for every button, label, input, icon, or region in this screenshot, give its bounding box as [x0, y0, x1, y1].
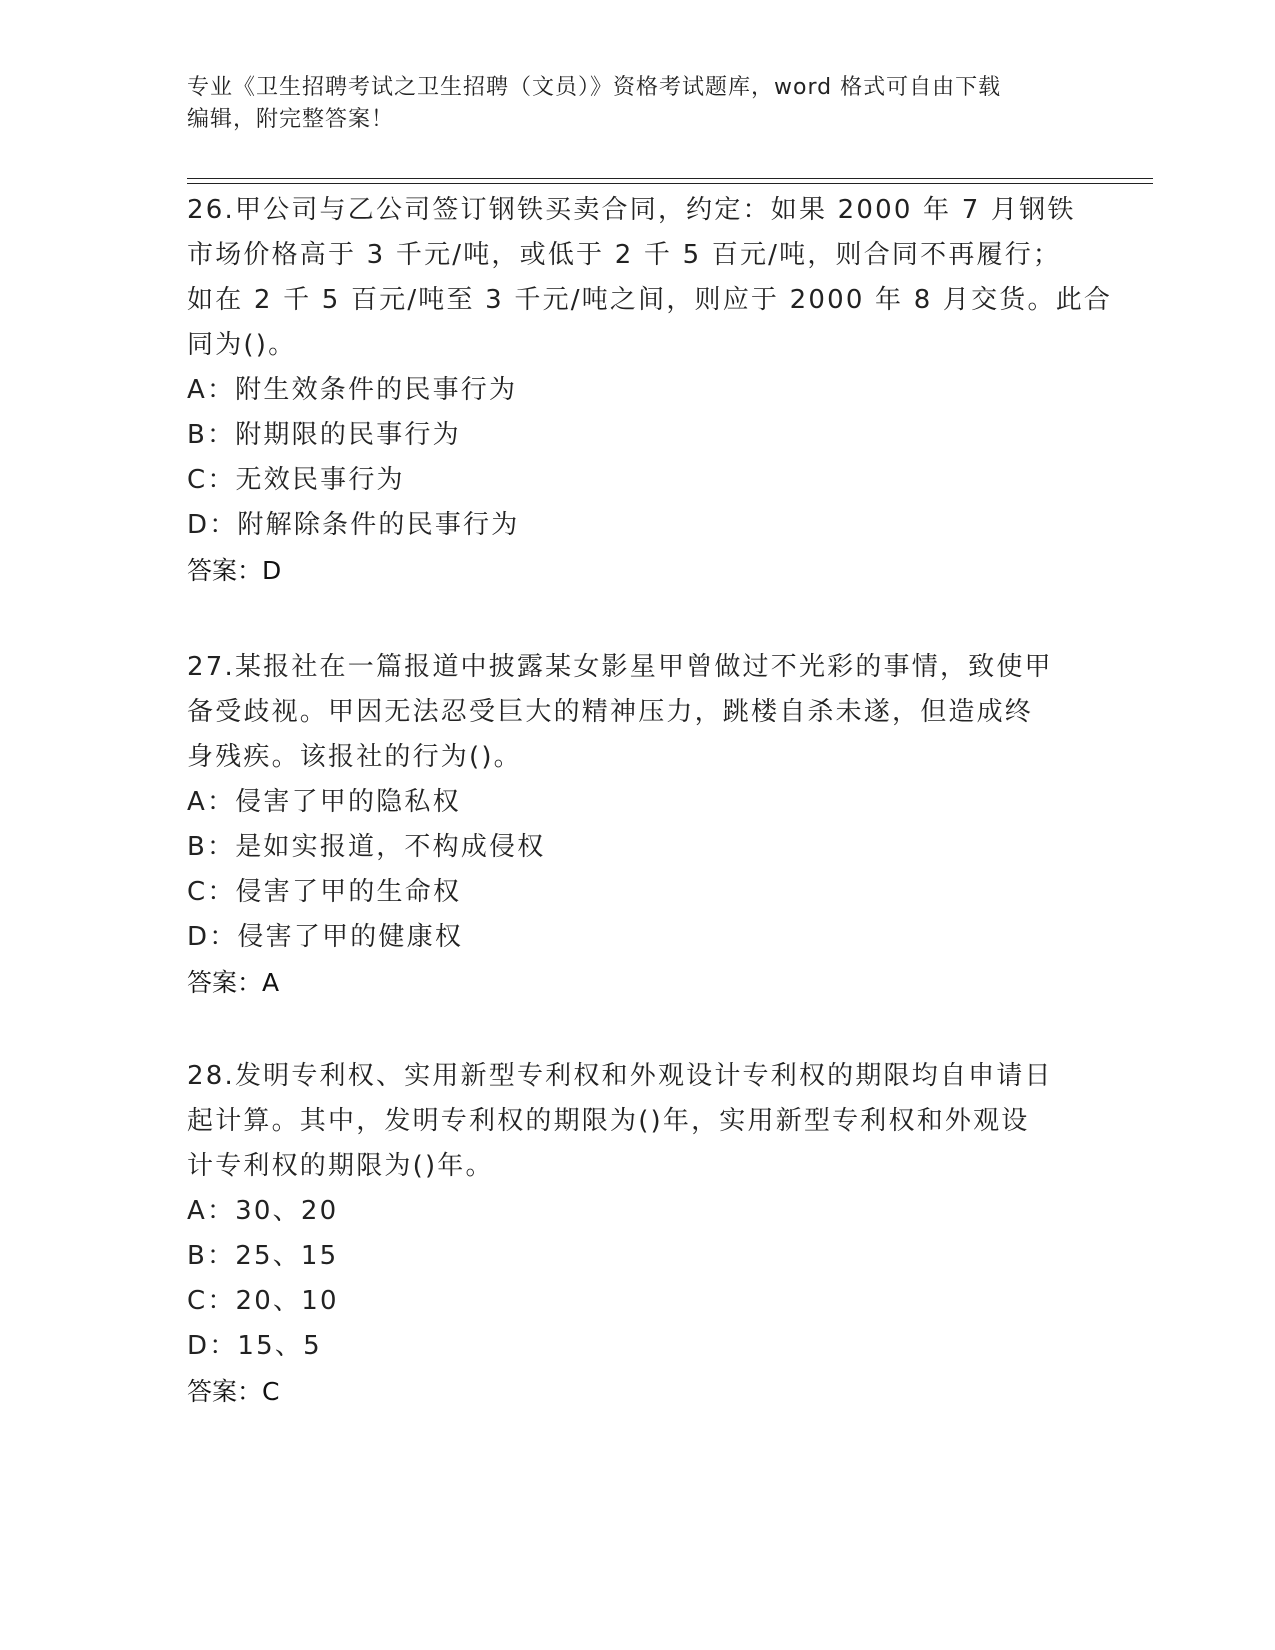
option-d: D：附解除条件的民事行为 [187, 510, 520, 540]
option-a: A：附生效条件的民事行为 [187, 375, 518, 405]
header-divider-bottom [187, 183, 1153, 184]
question-28 [187, 1054, 1067, 1414]
option-d: D：侵害了甲的健康权 [187, 922, 464, 952]
question-stem-line: 26.甲公司与乙公司签订钢铁买卖合同，约定：如果 2000 年 7 月钢铁 [187, 195, 1076, 225]
question-26 [187, 188, 1113, 593]
answer-label: 答案：C [187, 1377, 280, 1406]
option-c: C：侵害了甲的生命权 [187, 877, 462, 907]
header-line: 专业《卫生招聘考试之卫生招聘（文员）》资格考试题库，word 格式可自由下载 [187, 75, 1002, 100]
option-a: A：侵害了甲的隐私权 [187, 787, 461, 817]
question-stem-line: 28.发明专利权、实用新型专利权和外观设计专利权的期限均自申请日 [187, 1061, 1053, 1091]
question-stem-line: 市场价格高于 3 千元/吨，或低于 2 千 5 百元/吨，则合同不再履行； [187, 240, 1062, 270]
question-stem-line: 如在 2 千 5 百元/吨至 3 千元/吨之间，则应于 2000 年 8 月交货。此合 [187, 285, 1113, 315]
answer-label: 答案：A [187, 968, 280, 997]
question-stem-line: 起计算。其中，发明专利权的期限为()年，实用新型专利权和外观设 [187, 1106, 1030, 1136]
question-stem-line: 27.某报社在一篇报道中披露某女影星甲曾做过不光彩的事情，致使甲 [187, 652, 1053, 682]
document-header [187, 72, 1067, 136]
option-c: C：无效民事行为 [187, 465, 405, 495]
header-divider-top [187, 178, 1153, 179]
question-stem-line: 计专利权的期限为()年。 [187, 1151, 494, 1181]
option-b: B：是如实报道，不构成侵权 [187, 832, 546, 862]
answer-label: 答案：D [187, 556, 282, 585]
option-b: B：25、15 [187, 1241, 339, 1271]
question-stem-line: 同为()。 [187, 330, 297, 360]
option-b: B：附期限的民事行为 [187, 420, 461, 450]
question-stem-line: 备受歧视。甲因无法忍受巨大的精神压力，跳楼自杀未遂，但造成终 [187, 697, 1034, 727]
option-c: C：20、10 [187, 1286, 339, 1316]
question-27 [187, 645, 1067, 1005]
question-stem-line: 身残疾。该报社的行为()。 [187, 742, 522, 772]
option-a: A：30、20 [187, 1196, 339, 1226]
option-d: D：15、5 [187, 1331, 322, 1361]
header-line: 编辑，附完整答案！ [187, 107, 395, 132]
